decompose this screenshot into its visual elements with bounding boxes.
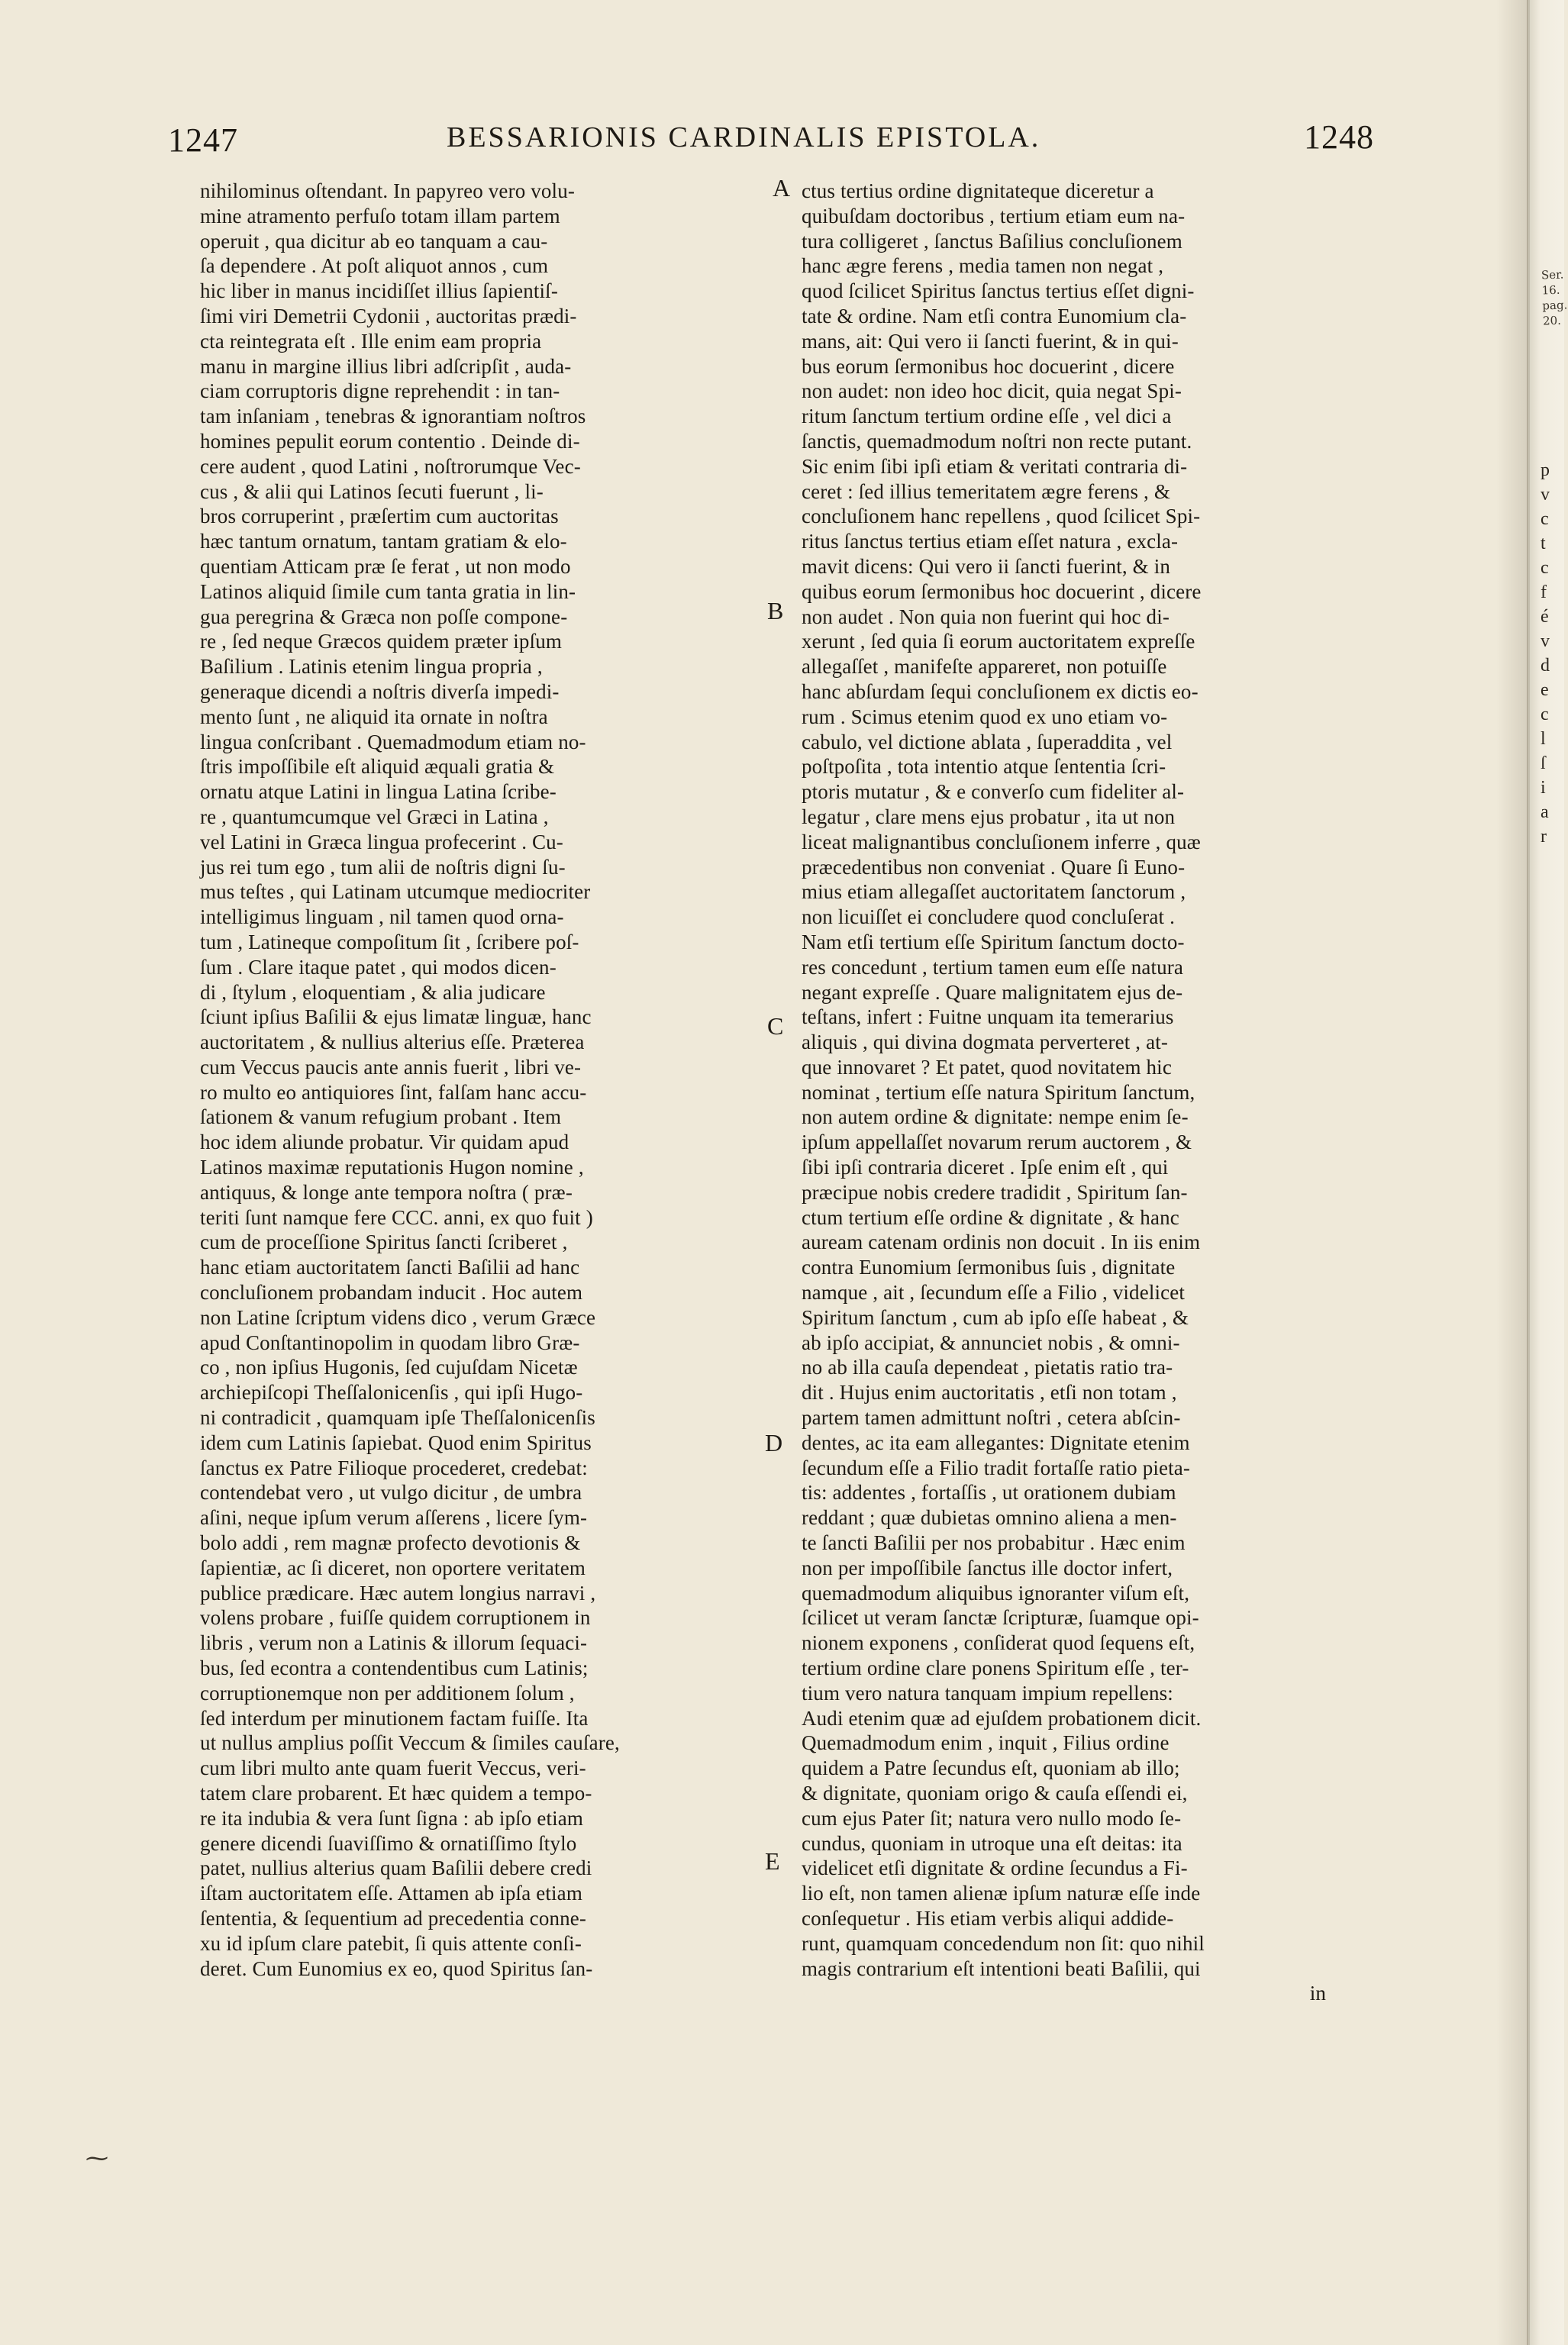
text-line: idem cum Latinis ſapiebat. Quod enim Spiritus bbox=[200, 1431, 592, 1454]
text-line: rum . Scimus etenim quod ex uno etiam vo- bbox=[802, 705, 1168, 728]
text-line: bus, ſed econtra a contendentibus cum Latinis; bbox=[200, 1656, 589, 1680]
text-line: que innovaret ? Et patet, quod novitatem hic bbox=[802, 1055, 1172, 1079]
text-line: ritus ſanctus tertius etiam eſſet natura , excla- bbox=[802, 530, 1179, 553]
text-line: operuit , qua dicitur ab eo tanquam a cau- bbox=[200, 229, 548, 253]
text-line: nominat , tertium eſſe natura Spiritum ſanctum, bbox=[802, 1080, 1195, 1104]
text-line: deret. Cum Eunomius ex eo, quod Spiritus ſan- bbox=[200, 1956, 593, 1980]
text-line: concluſionem probandam inducit . Hoc autem bbox=[200, 1281, 583, 1305]
section-marker-b: B bbox=[767, 597, 784, 624]
edge-letter: f bbox=[1541, 582, 1547, 602]
text-line: re , ſed neque Græcos quidem præter ipſum bbox=[200, 630, 563, 653]
text-line: ſtris impoſſibile eſt aliquid æquali gratia & bbox=[200, 755, 555, 779]
adjacent-page-text-fragments bbox=[1541, 458, 1563, 849]
margin-note: Ser. 16. pag. 20. bbox=[1541, 267, 1568, 328]
section-marker-d: D bbox=[765, 1429, 783, 1456]
text-line: ſibi ipſi contraria diceret . Ipſe enim eſt , qui bbox=[802, 1156, 1169, 1179]
section-marker-c: C bbox=[767, 1012, 784, 1040]
text-line: præcipue nobis credere tradidit , Spiritum ſan- bbox=[802, 1180, 1188, 1204]
text-line: tam inſaniam , tenebras & ignorantiam noſtros bbox=[200, 405, 586, 428]
text-line: bus eorum ſermonibus hoc docuerint , dicere bbox=[802, 354, 1175, 378]
text-line: tatem clare probarent. Et hæc quidem a tempo- bbox=[200, 1782, 592, 1805]
text-line: xerunt , ſed quia ſi eorum auctoritatem expreſſe bbox=[802, 630, 1195, 653]
text-line: partem tamen admittunt noſtri , cetera abſcin- bbox=[802, 1406, 1181, 1430]
text-line: auream catenam ordinis non docuit . In iis enim bbox=[802, 1231, 1201, 1254]
text-line: co , non ipſius Hugonis, ſed cujuſdam Nicetæ bbox=[200, 1356, 578, 1379]
text-line: mento ſunt , ne aliquid ita ornate in noſtra bbox=[200, 705, 548, 728]
text-line: ſapientiæ, ac ſi diceret, non oportere veritatem bbox=[200, 1556, 586, 1579]
text-line: cere audent , quod Latini , noſtrorumque Vec- bbox=[200, 454, 581, 478]
text-line: ſed interdum per minutionem factam fuiſſe. Ita bbox=[200, 1706, 589, 1730]
text-line: vel Latini in Græca lingua profecerint . Cu- bbox=[200, 830, 563, 853]
text-line: ſanctus ex Patre Filioque procederet, credebat: bbox=[200, 1456, 588, 1479]
text-line: dit . Hujus enim auctoritatis , etſi non totam , bbox=[802, 1381, 1177, 1405]
text-line: Latinos aliquid ſimile cum tanta gratia in lin- bbox=[200, 579, 576, 603]
text-line: quemadmodum aliquibus ignoranter viſum eſt, bbox=[802, 1581, 1190, 1605]
text-line: ni contradicit , quamquam ipſe Theſſalonicenſis bbox=[200, 1406, 595, 1430]
text-line: ceret : ſed illius temeritatem ægre ferens , & bbox=[802, 479, 1170, 503]
text-line: cum Veccus paucis ante annis fuerit , libri ve- bbox=[200, 1055, 582, 1079]
text-line: cum de proceſſione Spiritus ſancti ſcriberet , bbox=[200, 1231, 568, 1254]
text-line: ſa dependere . At poſt aliquot annos , cum bbox=[200, 254, 549, 278]
text-line: videlicet etſi dignitate & ordine ſecundus a Fi- bbox=[802, 1856, 1188, 1880]
page-number-left: 1247 bbox=[168, 121, 238, 159]
right-text-column bbox=[802, 179, 1353, 2006]
page-header bbox=[168, 115, 1374, 176]
text-line: non licuiſſet ei concludere quod concluſerat . bbox=[802, 905, 1175, 929]
text-line: cum libri multo ante quam fuerit Veccus, veri- bbox=[200, 1756, 586, 1780]
text-line: ptoris mutatur , & e converſo cum fideliter al- bbox=[802, 780, 1185, 804]
text-line: mavit dicens: Qui vero ii ſancti fuerint, & in bbox=[802, 554, 1171, 578]
text-line: Baſilium . Latinis etenim lingua propria , bbox=[200, 655, 543, 679]
text-line: ro multo eo antiquiores ſint, falſam hanc accu- bbox=[200, 1080, 587, 1104]
text-line: hanc abſurdam ſequi concluſionem ex dictis eo- bbox=[802, 679, 1199, 703]
edge-letter: e bbox=[1541, 680, 1549, 700]
text-line: auctoritatem , & nullius alterius eſſe. Præterea bbox=[200, 1031, 585, 1054]
text-line: Spiritum ſanctum , cum ab ipſo eſſe habeat , & bbox=[802, 1305, 1189, 1329]
text-line: corruptionemque non per additionem ſolum , bbox=[200, 1681, 575, 1705]
text-line: bolo addi , rem magnæ profecto devotionis & bbox=[200, 1531, 581, 1555]
text-line: libris , verum non a Latinis & illorum ſequaci- bbox=[200, 1631, 588, 1655]
text-line: ſcilicet ut veram ſanctæ ſcripturæ, ſuamque opi- bbox=[802, 1606, 1199, 1630]
text-line: ut nullus amplius poſſit Veccum & ſimiles cauſare, bbox=[200, 1731, 620, 1755]
text-line: ſanctis, quemadmodum noſtri non recte putant. bbox=[802, 429, 1192, 453]
text-line: teriti ſunt namque fere CCC. anni, ex quo fuit ) bbox=[200, 1205, 593, 1229]
text-line: ſum . Clare itaque patet , qui modos dicen- bbox=[200, 955, 557, 979]
text-line: & dignitate, quoniam origo & cauſa eſſendi ei, bbox=[802, 1782, 1188, 1805]
section-marker-a: A bbox=[773, 174, 791, 202]
text-line: antiquus, & longe ante tempora noſtra ( præ- bbox=[200, 1180, 573, 1204]
text-line: præcedentibus non conveniat . Quare ſi Euno- bbox=[802, 855, 1186, 879]
text-line: hæc tantum ornatum, tantam gratiam & elo- bbox=[200, 530, 567, 553]
text-line: nionem exponens , conſiderat quod ſequens eſt, bbox=[802, 1631, 1195, 1655]
text-line: allegaſſet , manifeſte appareret, non potuiſſe bbox=[802, 655, 1167, 679]
text-line: liceat malignantibus concluſionem inferre , quæ bbox=[802, 830, 1201, 853]
text-line: mans, ait: Qui vero ii ſancti fuerint, & in qui- bbox=[802, 329, 1179, 353]
edge-letter: d bbox=[1541, 656, 1550, 676]
text-line: hoc idem aliunde probatur. Vir quidam apud bbox=[200, 1131, 569, 1154]
text-line: ciam corruptoris digne reprehendit : in tan- bbox=[200, 379, 560, 403]
edge-letter: l bbox=[1541, 729, 1546, 749]
text-line: volens probare , fuiſſe quidem corruptionem in bbox=[200, 1606, 591, 1630]
text-line: no ab illa cauſa dependeat , pietatis ratio tra- bbox=[802, 1356, 1173, 1379]
text-line: mius etiam allegaſſet auctoritatem ſanctorum , bbox=[802, 880, 1186, 904]
edge-letter: c bbox=[1541, 558, 1549, 578]
text-line: quentiam Atticam præ ſe ferat , ut non modo bbox=[200, 554, 571, 578]
text-line: aſini, neque ipſum verum aſſerens , licere ſym- bbox=[200, 1506, 588, 1530]
text-line: lingua conſcribant . Quemadmodum etiam no- bbox=[200, 730, 586, 753]
text-line: ſententia, & ſequentium ad precedentia conne- bbox=[200, 1906, 587, 1930]
text-line: quidem a Patre ſecundus eſt, quoniam ab illo; bbox=[802, 1756, 1180, 1780]
text-line: genere dicendi ſuaviſſimo & ornatiſſimo ſtylo bbox=[200, 1831, 577, 1855]
text-line: ſationem & vanum refugium probant . Item bbox=[200, 1105, 562, 1129]
running-title: BESSARIONIS CARDINALIS EPISTOLA. bbox=[447, 121, 1041, 153]
edge-letter: p bbox=[1541, 460, 1550, 480]
text-line: reddant ; quæ dubietas omnino aliena a men- bbox=[802, 1506, 1177, 1530]
text-line: Quemadmodum enim , inquit , Filius ordine bbox=[802, 1731, 1170, 1755]
adjacent-page-edge bbox=[1527, 0, 1568, 2345]
text-line: cundus, quoniam in utroque una eſt deitas: ita bbox=[802, 1831, 1182, 1855]
left-text-column bbox=[200, 179, 751, 1981]
edge-letter: r bbox=[1541, 827, 1547, 847]
text-line: ritum ſanctum tertium ordine eſſe , vel dici a bbox=[802, 405, 1172, 428]
text-line: xu id ipſum clare patebit, ſi quis attente conſi- bbox=[200, 1931, 582, 1955]
text-line: tate & ordine. Nam etſi contra Eunomium cla- bbox=[802, 304, 1187, 327]
gutter-shadow bbox=[1496, 0, 1530, 2345]
text-line: gua peregrina & Græca non poſſe compone- bbox=[200, 605, 568, 628]
text-line: intelligimus linguam , nil tamen quod orna- bbox=[200, 905, 564, 929]
text-line: aliquis , qui divina dogmata perverteret , at- bbox=[802, 1031, 1168, 1054]
text-line: ornatu atque Latini in lingua Latina ſcribe- bbox=[200, 780, 557, 804]
text-line: dentes, ac ita eam allegantes: Dignitate etenim bbox=[802, 1431, 1190, 1454]
edge-letter: é bbox=[1541, 607, 1549, 627]
text-line: archiepiſcopi Theſſalonicenſis , qui ipſi Hugo- bbox=[200, 1381, 583, 1405]
text-line: re , quantumcumque vel Græci in Latina , bbox=[200, 805, 549, 828]
text-line: poſtpoſita , tota intentio atque ſententia ſcri- bbox=[802, 755, 1166, 779]
text-line: di , ſtylum , eloquentiam , & alia judicare bbox=[200, 980, 546, 1004]
text-line: non audet . Non quia non fuerint qui hoc di- bbox=[802, 605, 1170, 628]
text-line: quod ſcilicet Spiritus ſanctus tertius eſſet digni- bbox=[802, 279, 1195, 303]
text-line: non audet: non ideo hoc dicit, quia negat Spi- bbox=[802, 379, 1182, 403]
text-line: hanc etiam auctoritatem ſancti Baſilii ad hanc bbox=[200, 1256, 580, 1279]
text-line: bros corruperint , præſertim cum auctoritas bbox=[200, 505, 559, 528]
text-line: quibuſdam doctoribus , tertium etiam eum na- bbox=[802, 204, 1186, 227]
text-line: cus , & alii qui Latinos ſecuti fuerunt , li- bbox=[200, 479, 544, 503]
text-line: tum , Latineque compoſitum ſit , ſcribere poſ- bbox=[200, 930, 579, 953]
text-line: cabulo, vel dictione ablata , ſuperaddita , vel bbox=[802, 730, 1173, 753]
text-line: runt, quamquam concedendum non ſit: quo nihil bbox=[802, 1931, 1205, 1955]
edge-letter: ſ bbox=[1541, 753, 1546, 773]
text-line: tura colligeret , ſanctus Baſilius concluſionem bbox=[802, 229, 1182, 253]
edge-letter: v bbox=[1541, 631, 1550, 651]
section-marker-e: E bbox=[765, 1847, 780, 1875]
edge-letter: v bbox=[1541, 485, 1550, 505]
text-line: cta reintegrata eſt . Ille enim eam propria bbox=[200, 329, 542, 353]
text-line: cum ejus Pater ſit; natura vero nullo modo ſe- bbox=[802, 1806, 1182, 1830]
text-line: non per impoſſibile ſanctus ille doctor infert, bbox=[802, 1556, 1173, 1579]
edge-letter: t bbox=[1541, 534, 1546, 553]
text-line: manu in margine illius libri adſcripſit , auda- bbox=[200, 354, 572, 378]
text-line: contendebat vero , ut vulgo dicitur , de umbra bbox=[200, 1481, 582, 1505]
text-line: Audi etenim quæ ad ejuſdem probationem dicit. bbox=[802, 1706, 1202, 1730]
text-line: re ita indubia & vera ſunt ſigna : ab ipſo etiam bbox=[200, 1806, 584, 1830]
text-line: res concedunt , tertium tamen eum eſſe natura bbox=[802, 955, 1184, 979]
text-line: non autem ordine & dignitate: nempe enim ſe- bbox=[802, 1105, 1189, 1129]
edge-letter: a bbox=[1541, 802, 1549, 822]
text-line: Sic enim ſibi ipſi etiam & veritati contraria di- bbox=[802, 454, 1188, 478]
text-line: ipſum appellaſſet novarum rerum auctorem , & bbox=[802, 1131, 1192, 1154]
text-line: mine atramento perfuſo totam illam partem bbox=[200, 204, 560, 227]
text-line: legatur , clare mens ejus probatur , ita ut non bbox=[802, 805, 1176, 828]
text-line: Nam etſi tertium eſſe Spiritum ſanctum docto- bbox=[802, 930, 1185, 953]
text-line: tium vero natura tanquam impium repellens: bbox=[802, 1681, 1173, 1705]
text-line: hanc ægre ferens , media tamen non negat , bbox=[802, 254, 1164, 278]
text-line: non Latine ſcriptum videns dico , verum Græce bbox=[200, 1305, 596, 1329]
text-line: te ſancti Baſilii per nos probabitur . Hæc enim bbox=[802, 1531, 1186, 1555]
edge-letter: c bbox=[1541, 509, 1549, 529]
text-line: apud Conſtantinopolim in quodam libro Græ- bbox=[200, 1331, 580, 1354]
text-line: homines pepulit eorum contentio . Deinde di- bbox=[200, 429, 580, 453]
text-line: namque , ait , ſecundum eſſe a Filio , videlicet bbox=[802, 1281, 1186, 1305]
text-line: concluſionem hanc repellens , quod ſcilicet Spi- bbox=[802, 505, 1201, 528]
text-line: hic liber in manus incidiſſet illius ſapientiſ- bbox=[200, 279, 558, 303]
text-line: iſtam auctoritatem eſſe. Attamen ab ipſa etiam bbox=[200, 1882, 582, 1905]
text-line: tertium ordine clare ponens Spiritum eſſe , ter- bbox=[802, 1656, 1189, 1680]
text-line: mus teſtes , qui Latinam utcumque mediocriter bbox=[200, 880, 591, 904]
edge-letter: c bbox=[1541, 705, 1549, 724]
text-line: patet, nullius alterius quam Baſilii debere credi bbox=[200, 1856, 592, 1880]
text-line: publice prædicare. Hæc autem longius narravi , bbox=[200, 1581, 596, 1605]
page-number-right: 1248 bbox=[1304, 118, 1374, 156]
text-line: teſtans, infert : Fuitne unquam ita temerarius bbox=[802, 1005, 1174, 1029]
text-line: ab ipſo accipiat, & annunciet nobis , & omni- bbox=[802, 1331, 1180, 1354]
text-line: magis contrarium eſt intentioni beati Baſilii, qui bbox=[802, 1956, 1201, 1980]
text-line: lio eſt, non tamen alienæ ipſum naturæ eſſe inde bbox=[802, 1882, 1201, 1905]
text-line: tis: addentes , fortaſſis , ut orationem dubiam bbox=[802, 1481, 1176, 1505]
text-line: in bbox=[1309, 1982, 1326, 2005]
text-line: conſequetur . His etiam verbis aliqui addide- bbox=[802, 1906, 1174, 1930]
text-line: ctum tertium eſſe ordine & dignitate , & hanc bbox=[802, 1205, 1179, 1229]
text-line: jus rei tum ego , tum alii de noſtris digni ſu- bbox=[200, 855, 566, 879]
text-line: ctus tertius ordine dignitateque diceretur a bbox=[802, 179, 1154, 202]
text-line: quibus eorum ſermonibus hoc docuerint , dicere bbox=[802, 579, 1202, 603]
text-line: ſecundum eſſe a Filio tradit fortaſſe ratio pieta- bbox=[802, 1456, 1191, 1479]
text-line: Latinos maximæ reputationis Hugon nomine , bbox=[200, 1156, 584, 1179]
text-line: ſimi viri Demetrii Cydonii , auctoritas prædi- bbox=[200, 304, 577, 327]
text-line: nihilominus oſtendant. In papyreo vero volu- bbox=[200, 179, 576, 202]
text-line: contra Eunomium ſermonibus ſuis , dignitate bbox=[802, 1256, 1176, 1279]
text-line: negant expreſſe . Quare malignitatem ejus de- bbox=[802, 980, 1183, 1004]
text-line: generaque dicendi a noſtris diverſa impedi- bbox=[200, 679, 560, 703]
edge-letter: i bbox=[1541, 778, 1546, 798]
margin-mark: ⁓ bbox=[85, 2145, 108, 2172]
text-line: ſciunt ipſius Baſilii & ejus limatæ linguæ, hanc bbox=[200, 1005, 592, 1029]
